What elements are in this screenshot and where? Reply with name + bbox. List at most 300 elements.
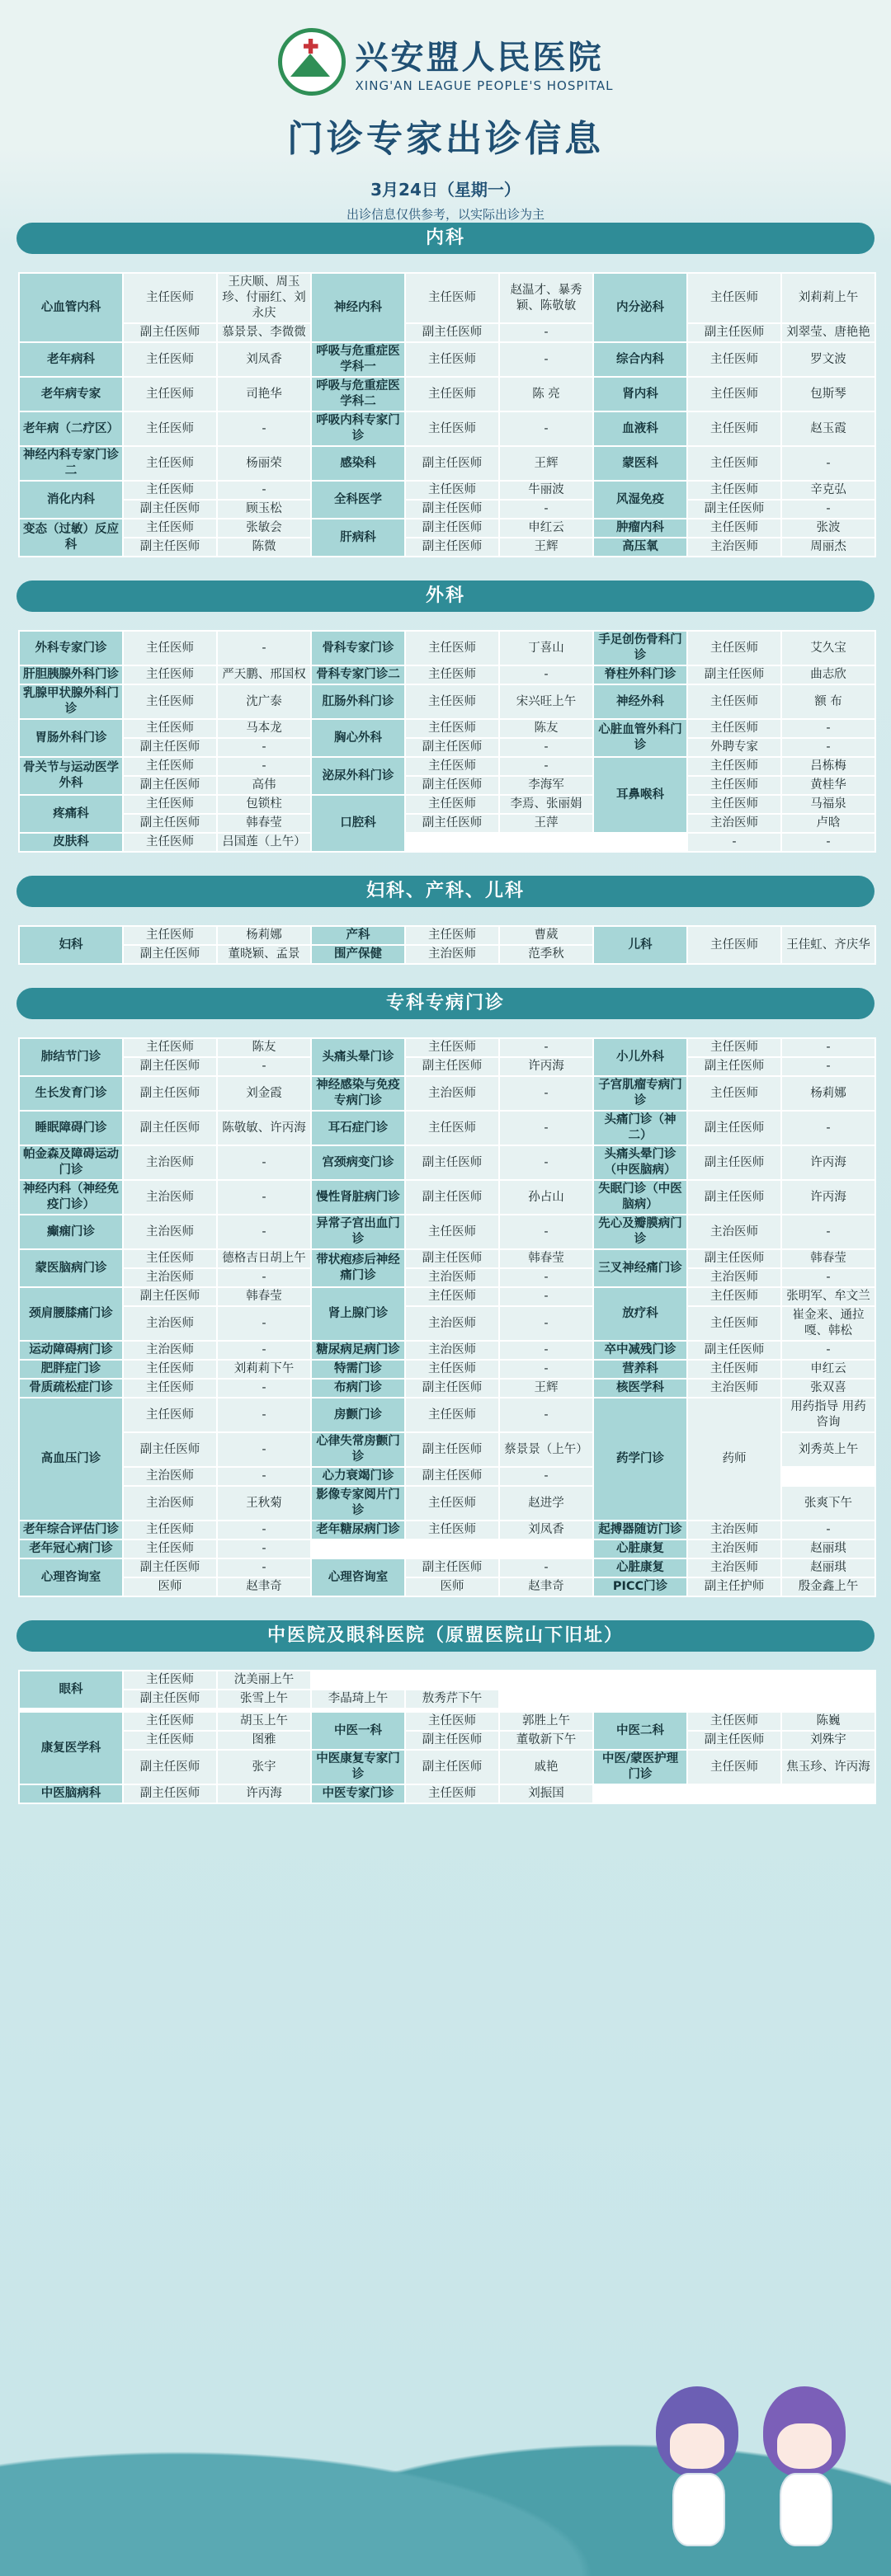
doctor-cell: 主任医师 bbox=[124, 1713, 216, 1730]
doctor-cell: - bbox=[500, 324, 592, 341]
doctor-cell: 主治医师 bbox=[406, 946, 498, 963]
department-cell: 三叉神经痛门诊 bbox=[594, 1250, 686, 1286]
doctor-cell: - bbox=[218, 1058, 310, 1075]
department-cell: 特需门诊 bbox=[312, 1361, 404, 1378]
doctor-cell: 副主任医师 bbox=[406, 1146, 498, 1179]
doctor-cell: 周丽杰 bbox=[782, 538, 874, 556]
doctor-cell: 用药指导 用药咨询 bbox=[782, 1398, 874, 1431]
doctor-cell: 慕景景、李微微 bbox=[218, 324, 310, 341]
doctor-cell: 副主任医师 bbox=[688, 1342, 780, 1359]
doctor-cell: 副主任医师 bbox=[124, 1433, 216, 1466]
blank-cell bbox=[218, 1709, 310, 1711]
doctor-cell: 医师 bbox=[124, 1578, 216, 1596]
doctor-cell: 副主任医师 bbox=[124, 1077, 216, 1110]
doctor-cell: - bbox=[218, 482, 310, 499]
department-cell: 失眠门诊（中医脑病） bbox=[594, 1181, 686, 1214]
department-cell: 眼科 bbox=[20, 1671, 122, 1708]
doctor-cell: 主任医师 bbox=[688, 378, 780, 411]
doctor-cell: 主任医师 bbox=[124, 1398, 216, 1431]
department-cell: 房颤门诊 bbox=[312, 1398, 404, 1431]
doctor-cell: 王辉 bbox=[500, 538, 592, 556]
doctor-cell: 刘凤香 bbox=[500, 1521, 592, 1539]
mascot-right-icon bbox=[759, 2386, 850, 2543]
doctor-cell: 副主任医师 bbox=[406, 1433, 498, 1466]
doctor-cell: 主任医师 bbox=[688, 632, 780, 665]
table-row bbox=[20, 482, 874, 499]
table-row bbox=[20, 1112, 874, 1145]
doctor-cell: 韩春莹 bbox=[218, 1288, 310, 1305]
blank-cell bbox=[500, 834, 592, 851]
doctor-cell: 额 布 bbox=[782, 685, 874, 718]
doctor-cell: 主任医师 bbox=[124, 720, 216, 737]
doctor-cell: 赵丽琪 bbox=[782, 1540, 874, 1558]
department-cell: 心律失常房颤门诊 bbox=[312, 1433, 404, 1466]
section-1 bbox=[0, 581, 891, 853]
table-row bbox=[20, 796, 874, 813]
doctor-cell: - bbox=[782, 501, 874, 518]
blank-cell bbox=[20, 1709, 122, 1711]
doctor-cell: 主任医师 bbox=[124, 666, 216, 684]
department-cell: 神经外科 bbox=[594, 685, 686, 718]
table-row bbox=[20, 834, 874, 851]
department-cell: 宫颈病变门诊 bbox=[312, 1146, 404, 1179]
doctor-cell: 张双喜 bbox=[782, 1380, 874, 1397]
doctor-cell: 刘莉莉下午 bbox=[218, 1361, 310, 1378]
doctor-cell: 副主任医师 bbox=[124, 815, 216, 832]
doctor-cell: 主治医师 bbox=[124, 1269, 216, 1286]
doctor-cell: 副主任医师 bbox=[124, 324, 216, 341]
doctor-cell: - bbox=[500, 1342, 592, 1359]
doctor-cell: 副主任医师 bbox=[406, 1559, 498, 1577]
bottom-wave-decoration bbox=[0, 2362, 891, 2576]
hospital-logo-icon bbox=[278, 28, 346, 96]
doctor-cell: 敖秀芹下午 bbox=[406, 1690, 498, 1708]
doctor-cell: 卢晗 bbox=[782, 815, 874, 832]
doctor-cell: - bbox=[782, 1521, 874, 1539]
blank-cell bbox=[782, 1690, 874, 1708]
blank-cell bbox=[124, 1709, 216, 1711]
doctor-cell: - bbox=[782, 1269, 874, 1286]
doctor-cell: 主任医师 bbox=[688, 1361, 780, 1378]
blank-cell bbox=[594, 834, 686, 851]
doctor-cell: - bbox=[500, 1361, 592, 1378]
doctor-cell: 许丙海 bbox=[782, 1146, 874, 1179]
doctor-cell: 副主任医师 bbox=[124, 1058, 216, 1075]
doctor-cell: 副主任医师 bbox=[124, 1112, 216, 1145]
doctor-cell: - bbox=[500, 666, 592, 684]
table-row bbox=[20, 720, 874, 737]
doctor-cell: 韩春莹 bbox=[218, 815, 310, 832]
doctor-cell: 副主任医师 bbox=[406, 324, 498, 341]
doctor-cell: 许丙海 bbox=[500, 1058, 592, 1075]
doctor-cell: 张宇 bbox=[218, 1751, 310, 1784]
schedule-table bbox=[18, 925, 876, 965]
mascot-left-icon bbox=[652, 2386, 742, 2543]
doctor-cell: 马福泉 bbox=[782, 796, 874, 813]
table-row bbox=[20, 1288, 874, 1305]
doctor-cell: 主任医师 bbox=[406, 1521, 498, 1539]
department-cell: 口腔科 bbox=[312, 796, 404, 851]
table-row bbox=[20, 519, 874, 537]
doctor-cell: 主任医师 bbox=[688, 447, 780, 480]
doctor-cell: 主治医师 bbox=[688, 1559, 780, 1577]
doctor-cell: 主任医师 bbox=[124, 274, 216, 322]
doctor-cell: - bbox=[218, 1468, 310, 1485]
doctor-cell: 刘殊宇 bbox=[782, 1732, 874, 1749]
doctor-cell: 主任医师 bbox=[688, 1077, 780, 1110]
doctor-cell: 主任医师 bbox=[406, 927, 498, 944]
table-row bbox=[20, 685, 874, 718]
section-0 bbox=[0, 223, 891, 557]
doctor-cell: 曲志欣 bbox=[782, 666, 874, 684]
department-cell: 手足创伤骨科门诊 bbox=[594, 632, 686, 665]
department-cell: 胃肠外科门诊 bbox=[20, 720, 122, 756]
doctor-cell: 主治医师 bbox=[688, 1521, 780, 1539]
hospital-name-en: XING'AN LEAGUE PEOPLE'S HOSPITAL bbox=[355, 78, 614, 93]
doctor-cell: 副主任医师 bbox=[124, 538, 216, 556]
doctor-cell: 主任医师 bbox=[406, 412, 498, 445]
doctor-cell: - bbox=[218, 739, 310, 756]
doctor-cell: 主治医师 bbox=[124, 1487, 216, 1520]
doctor-cell: 副主任医师 bbox=[688, 501, 780, 518]
doctor-cell: 主任医师 bbox=[406, 796, 498, 813]
department-cell: 变态（过敏）反应科 bbox=[20, 519, 122, 556]
doctor-cell: 主任医师 bbox=[406, 1487, 498, 1520]
department-cell: 老年病（二疗区） bbox=[20, 412, 122, 445]
doctor-cell: 陈巍 bbox=[782, 1713, 874, 1730]
department-cell: 呼吸与危重症医学科二 bbox=[312, 378, 404, 411]
doctor-cell: - bbox=[782, 739, 874, 756]
doctor-cell: 范季秋 bbox=[500, 946, 592, 963]
department-cell: 中医一科 bbox=[312, 1713, 404, 1749]
doctor-cell: 副主任医师 bbox=[688, 1732, 780, 1749]
department-cell: 老年冠心病门诊 bbox=[20, 1540, 122, 1558]
doctor-cell: 赵进学 bbox=[500, 1487, 592, 1520]
department-cell: 卒中减残门诊 bbox=[594, 1342, 686, 1359]
blank-cell bbox=[406, 1671, 498, 1689]
department-cell: 肾上腺门诊 bbox=[312, 1288, 404, 1340]
table-row bbox=[20, 1713, 874, 1730]
doctor-cell: 主治医师 bbox=[688, 1380, 780, 1397]
department-cell: 布病门诊 bbox=[312, 1380, 404, 1397]
department-cell: 心脏康复 bbox=[594, 1559, 686, 1577]
doctor-cell: 主任医师 bbox=[124, 1521, 216, 1539]
department-cell: 产科 bbox=[312, 927, 404, 944]
department-cell: 老年综合评估门诊 bbox=[20, 1521, 122, 1539]
department-cell: 肿瘤内科 bbox=[594, 519, 686, 537]
doctor-cell: 主任医师 bbox=[688, 1751, 780, 1784]
doctor-cell: 德格吉日胡上午 bbox=[218, 1250, 310, 1267]
blank-cell bbox=[312, 1709, 404, 1711]
table-row bbox=[20, 1732, 874, 1749]
table-row bbox=[20, 1307, 874, 1340]
doctor-cell: 焦玉珍、许丙海 bbox=[782, 1751, 874, 1784]
department-cell: 起搏器随访门诊 bbox=[594, 1521, 686, 1539]
doctor-cell: - bbox=[782, 1342, 874, 1359]
doctor-cell: 副主任医师 bbox=[124, 1559, 216, 1577]
doctor-cell: 马本龙 bbox=[218, 720, 310, 737]
department-cell: 皮肤科 bbox=[20, 834, 122, 851]
table-row bbox=[20, 447, 874, 480]
doctor-cell: 主任医师 bbox=[406, 378, 498, 411]
doctor-cell: 张敏会 bbox=[218, 519, 310, 537]
department-cell: 中医脑病科 bbox=[20, 1785, 122, 1803]
department-cell: 疼痛科 bbox=[20, 796, 122, 832]
doctor-cell: 主任医师 bbox=[688, 720, 780, 737]
doctor-cell: - bbox=[218, 1398, 310, 1431]
department-cell: 老年病专家 bbox=[20, 378, 122, 411]
department-cell: 血液科 bbox=[594, 412, 686, 445]
doctor-cell: 主任医师 bbox=[406, 632, 498, 665]
department-cell: 癫痫门诊 bbox=[20, 1215, 122, 1248]
table-row bbox=[20, 324, 874, 341]
doctor-cell: - bbox=[500, 1559, 592, 1577]
doctor-cell: 副主任医师 bbox=[688, 1112, 780, 1145]
doctor-cell: 主任医师 bbox=[406, 720, 498, 737]
table-row bbox=[20, 1751, 874, 1784]
doctor-cell: 主任医师 bbox=[124, 1671, 216, 1689]
doctor-cell: 主任医师 bbox=[406, 1112, 498, 1145]
doctor-cell: - bbox=[500, 1468, 592, 1485]
doctor-cell: 主治医师 bbox=[124, 1307, 216, 1340]
department-cell: 小儿外科 bbox=[594, 1039, 686, 1075]
department-cell: 帕金森及障碍运动门诊 bbox=[20, 1146, 122, 1179]
doctor-cell: 主任医师 bbox=[688, 1039, 780, 1056]
department-cell: PICC门诊 bbox=[594, 1578, 686, 1596]
schedule-note: 出诊信息仅供参考，以实际出诊为主 bbox=[346, 207, 544, 222]
table-row bbox=[20, 1342, 874, 1359]
doctor-cell: 副主任医师 bbox=[406, 1250, 498, 1267]
department-cell: 蒙医脑病门诊 bbox=[20, 1250, 122, 1286]
blank-cell bbox=[594, 1785, 686, 1803]
table-row bbox=[20, 412, 874, 445]
doctor-cell: 许丙海 bbox=[782, 1181, 874, 1214]
doctor-cell: 沈广泰 bbox=[218, 685, 310, 718]
doctor-cell: 陈 亮 bbox=[500, 378, 592, 411]
department-cell: 肺结节门诊 bbox=[20, 1039, 122, 1075]
doctor-cell: 副主任医师 bbox=[406, 501, 498, 518]
department-cell: 肝病科 bbox=[312, 519, 404, 556]
table-row bbox=[20, 343, 874, 376]
doctor-cell: 刘振国 bbox=[500, 1785, 592, 1803]
doctor-cell: 张明军、牟文兰 bbox=[782, 1288, 874, 1305]
doctor-cell: 主任医师 bbox=[406, 274, 498, 322]
table-row bbox=[20, 1077, 874, 1110]
doctor-cell: 刘秀英上午 bbox=[782, 1433, 874, 1466]
department-cell: 高血压门诊 bbox=[20, 1398, 122, 1520]
blank-cell bbox=[406, 1709, 498, 1711]
schedule-date: 3月24日（星期一） bbox=[370, 180, 521, 200]
doctor-cell: - bbox=[218, 1540, 310, 1558]
department-cell: 风湿免疫 bbox=[594, 482, 686, 518]
department-cell: 神经内科 bbox=[312, 274, 404, 341]
doctor-cell: 李晶琦上午 bbox=[312, 1690, 404, 1708]
hospital-name: 兴安盟人民医院 bbox=[355, 38, 604, 77]
table-row bbox=[20, 1785, 874, 1803]
table-row bbox=[20, 538, 874, 556]
table-row bbox=[20, 927, 874, 944]
doctor-cell: - bbox=[218, 1559, 310, 1577]
department-cell: 运动障碍病门诊 bbox=[20, 1342, 122, 1359]
doctor-cell: 主治医师 bbox=[406, 1269, 498, 1286]
doctor-cell: 陈敬敏、许丙海 bbox=[218, 1112, 310, 1145]
table-row bbox=[20, 1578, 874, 1596]
doctor-cell: 陈微 bbox=[218, 538, 310, 556]
doctor-cell: 主任医师 bbox=[124, 1361, 216, 1378]
doctor-cell: - bbox=[218, 1307, 310, 1340]
doctor-cell: - bbox=[500, 1288, 592, 1305]
department-cell: 神经感染与免疫专病门诊 bbox=[312, 1077, 404, 1110]
doctor-cell: 主任医师 bbox=[124, 519, 216, 537]
doctor-cell: 图雅 bbox=[218, 1732, 310, 1749]
doctor-cell: 郭胜上午 bbox=[500, 1713, 592, 1730]
doctor-cell: 主任医师 bbox=[124, 796, 216, 813]
doctor-cell: 主任医师 bbox=[688, 519, 780, 537]
doctor-cell: 副主任医师 bbox=[124, 501, 216, 518]
blank-cell bbox=[688, 1690, 780, 1708]
doctor-cell: 陈友 bbox=[218, 1039, 310, 1056]
blank-cell bbox=[406, 834, 498, 851]
doctor-cell: 包锁柱 bbox=[218, 796, 310, 813]
doctor-cell: 赵丽琪 bbox=[782, 1559, 874, 1577]
section-3 bbox=[0, 988, 891, 1597]
doctor-cell: 副主任医师 bbox=[406, 447, 498, 480]
table-row bbox=[20, 632, 874, 665]
table-row bbox=[20, 1709, 874, 1711]
doctor-cell: 陈友 bbox=[500, 720, 592, 737]
department-cell: 感染科 bbox=[312, 447, 404, 480]
department-cell: 心理咨询室 bbox=[312, 1559, 404, 1596]
doctor-cell: - bbox=[218, 1342, 310, 1359]
department-cell: 蒙医科 bbox=[594, 447, 686, 480]
blank-cell bbox=[312, 1540, 404, 1558]
department-cell: 心血管内科 bbox=[20, 274, 122, 341]
doctor-cell: 副主任医师 bbox=[406, 1058, 498, 1075]
schedule-table bbox=[18, 1670, 876, 1804]
doctor-cell: 主任医师 bbox=[688, 1307, 780, 1340]
doctor-cell: 韩春莹 bbox=[782, 1250, 874, 1267]
doctor-cell: 董敬新下午 bbox=[500, 1732, 592, 1749]
doctor-cell: 王萍 bbox=[500, 815, 592, 832]
table-row bbox=[20, 1671, 874, 1689]
doctor-cell: 主任医师 bbox=[688, 482, 780, 499]
doctor-cell: 艾久宝 bbox=[782, 632, 874, 665]
department-cell: 儿科 bbox=[594, 927, 686, 963]
department-cell: 肝胆胰腺外科门诊 bbox=[20, 666, 122, 684]
doctor-cell: - bbox=[500, 1146, 592, 1179]
doctor-cell: 许丙海 bbox=[218, 1785, 310, 1803]
department-cell: 肛肠外科门诊 bbox=[312, 685, 404, 718]
department-cell: 药学门诊 bbox=[594, 1398, 686, 1520]
department-cell: 呼吸内科专家门诊 bbox=[312, 412, 404, 445]
doctor-cell: 主任医师 bbox=[124, 447, 216, 480]
doctor-cell: 赵温才、暴秀颖、陈敬敏 bbox=[500, 274, 592, 322]
doctor-cell: 胡玉上午 bbox=[218, 1713, 310, 1730]
doctor-cell: 副主任医师 bbox=[406, 1380, 498, 1397]
doctor-cell: 主任医师 bbox=[124, 412, 216, 445]
doctor-cell: 主任医师 bbox=[124, 1732, 216, 1749]
doctor-cell: 副主任医师 bbox=[688, 1250, 780, 1267]
department-cell: 耳鼻喉科 bbox=[594, 758, 686, 832]
doctor-cell: - bbox=[500, 412, 592, 445]
schedule-table bbox=[18, 1037, 876, 1597]
sections bbox=[0, 223, 891, 1804]
doctor-cell: 董晓颖、孟景 bbox=[218, 946, 310, 963]
doctor-cell: 孙占山 bbox=[500, 1181, 592, 1214]
doctor-cell: 包斯琴 bbox=[782, 378, 874, 411]
department-cell: 呼吸与危重症医学科一 bbox=[312, 343, 404, 376]
doctor-cell: 主治医师 bbox=[406, 1307, 498, 1340]
doctor-cell: 副主任医师 bbox=[406, 777, 498, 794]
doctor-cell: 张爽下午 bbox=[782, 1487, 874, 1520]
doctor-cell: 主任医师 bbox=[124, 343, 216, 376]
doctor-cell: - bbox=[218, 1521, 310, 1539]
doctor-cell: 吕国莲（上午） bbox=[218, 834, 310, 851]
doctor-cell: 副主任医师 bbox=[406, 815, 498, 832]
doctor-cell: 主治医师 bbox=[124, 1468, 216, 1485]
doctor-cell: 副主任医师 bbox=[688, 1146, 780, 1179]
table-row bbox=[20, 777, 874, 794]
table-row bbox=[20, 1521, 874, 1539]
blank-cell bbox=[500, 1709, 592, 1711]
department-cell: 消化内科 bbox=[20, 482, 122, 518]
doctor-cell: 主任医师 bbox=[406, 1713, 498, 1730]
department-cell: 高压氧 bbox=[594, 538, 686, 556]
department-cell: 异常子宫出血门诊 bbox=[312, 1215, 404, 1248]
table-row bbox=[20, 1146, 874, 1179]
doctor-cell: 主任医师 bbox=[124, 632, 216, 665]
doctor-cell: 崔金来、通拉嘎、韩松 bbox=[782, 1307, 874, 1340]
doctor-cell: 申红云 bbox=[782, 1361, 874, 1378]
doctor-cell: - bbox=[782, 1112, 874, 1145]
blank-cell bbox=[594, 1690, 686, 1708]
doctor-cell: 主任医师 bbox=[124, 378, 216, 411]
doctor-cell: 李焉、张丽娟 bbox=[500, 796, 592, 813]
doctor-cell: 医师 bbox=[406, 1578, 498, 1596]
blank-cell bbox=[594, 1709, 686, 1711]
doctor-cell: - bbox=[782, 447, 874, 480]
doctor-cell: 主任医师 bbox=[124, 834, 216, 851]
table-row bbox=[20, 1690, 874, 1708]
blank-cell bbox=[594, 1671, 686, 1689]
doctor-cell: 副主任医师 bbox=[406, 1732, 498, 1749]
table-row bbox=[20, 1181, 874, 1214]
department-cell: 颈肩腰膝痛门诊 bbox=[20, 1288, 122, 1340]
doctor-cell: 主任医师 bbox=[688, 758, 780, 775]
department-cell: 中医专家门诊 bbox=[312, 1785, 404, 1803]
table-row bbox=[20, 758, 874, 775]
doctor-cell: 主治医师 bbox=[688, 1269, 780, 1286]
table-row bbox=[20, 1361, 874, 1378]
doctor-cell: 主任医师 bbox=[688, 412, 780, 445]
doctor-cell: 主任医师 bbox=[406, 343, 498, 376]
department-cell: 肾内科 bbox=[594, 378, 686, 411]
table-row bbox=[20, 1250, 874, 1267]
department-cell: 神经内科专家门诊二 bbox=[20, 447, 122, 480]
doctor-cell: 主治医师 bbox=[406, 1077, 498, 1110]
doctor-cell: - bbox=[500, 1398, 592, 1431]
doctor-cell: 罗文波 bbox=[782, 343, 874, 376]
table-row bbox=[20, 274, 874, 322]
section-2 bbox=[0, 876, 891, 965]
doctor-cell: 赵聿奇 bbox=[500, 1578, 592, 1596]
doctor-cell: 主治医师 bbox=[124, 1146, 216, 1179]
doctor-cell: 牛丽波 bbox=[500, 482, 592, 499]
department-cell: 先心及瓣膜病门诊 bbox=[594, 1215, 686, 1248]
table-row bbox=[20, 378, 874, 411]
blank-cell bbox=[782, 1671, 874, 1689]
department-cell: 头痛头晕门诊（中医脑病） bbox=[594, 1146, 686, 1179]
